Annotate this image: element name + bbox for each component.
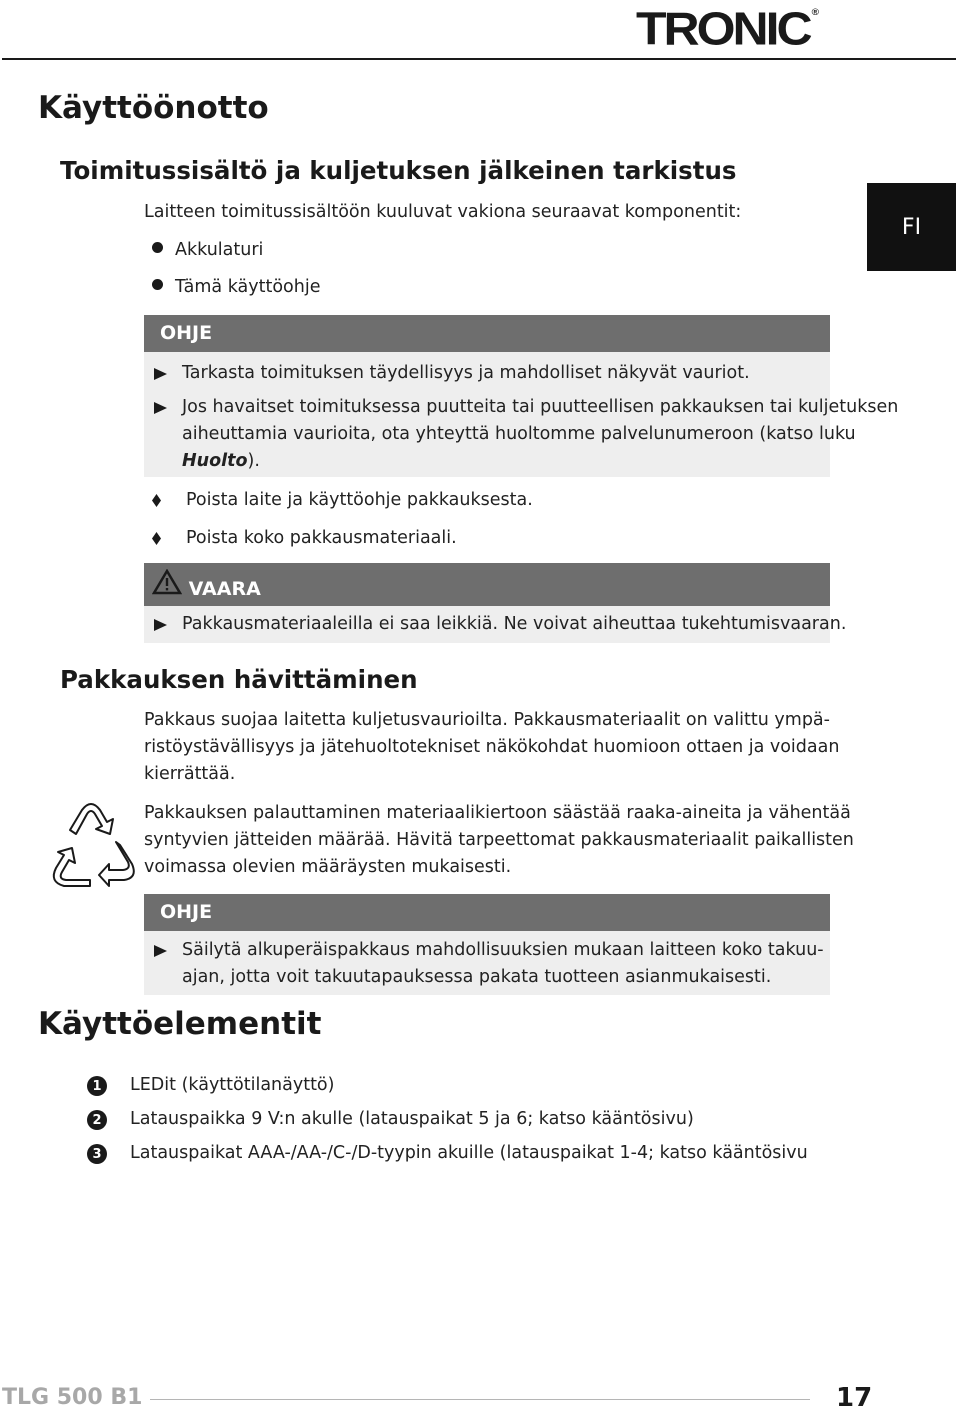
section-title-controls: Käyttöelementit xyxy=(38,1006,322,1042)
bullet-icon xyxy=(152,279,163,290)
number-badge: 3 xyxy=(87,1144,107,1164)
section-title-commissioning: Käyttöönotto xyxy=(38,90,269,126)
warning-box: VAARA Pakkausmateriaaleilla ei saa leikkiä. Ne voivat aiheuttaa tukehtumisvaaran. xyxy=(144,563,830,643)
header-rule xyxy=(2,58,956,60)
disposal-paragraph-2: Pakkauksen palauttaminen materiaalikiertoon säästää raaka-aineita ja vähentää syntyvien jätteiden määrää. Hävitä tarpeettomat pakkausmateriaalit paikallisten voimassa olevien määräysten mukaisesti. xyxy=(144,803,854,877)
diamond-icon xyxy=(152,532,161,545)
section-title-disposal: Pakkauksen hävittäminen xyxy=(60,665,418,694)
bullet-icon xyxy=(152,242,163,253)
arrow-icon xyxy=(154,945,167,957)
number-badge: 2 xyxy=(87,1110,107,1130)
arrow-icon xyxy=(154,368,167,380)
page-number: 17 xyxy=(836,1383,873,1413)
footer-rule xyxy=(150,1399,810,1400)
warning-heading: VAARA xyxy=(144,563,830,606)
note-box: OHJE Säilytä alkuperäispakkaus mahdollisuuksien mukaan laitteen koko takuu- ajan, jotta voit takuutapauksessa pakata tuotteen asianmukaisesti. xyxy=(144,894,830,995)
subsection-title-delivery: Toimitussisältö ja kuljetuksen jälkeinen tarkistus xyxy=(60,156,737,185)
recycling-icon xyxy=(46,800,136,888)
chapter-reference: Huolto xyxy=(182,451,248,471)
note-heading: OHJE xyxy=(144,894,830,931)
list-item: Tämä käyttöohje xyxy=(152,274,320,301)
diamond-icon xyxy=(152,494,161,507)
disposal-paragraph-1: Pakkaus suojaa laitetta kuljetusvaurioilta. Pakkausmateriaalit on valittu ympä- ristöystävällisyys ja jätehuoltotekniset näkökohdat huomioon ottaen ja voidaan kierrättää. xyxy=(144,710,840,784)
arrow-icon xyxy=(154,402,167,414)
brand-logo: TRONIC ® xyxy=(636,2,820,55)
language-tab: FI xyxy=(867,183,956,271)
number-badge: 1 xyxy=(87,1076,107,1096)
warning-triangle-icon xyxy=(152,569,182,595)
footer-model: TLG 500 B1 xyxy=(2,1385,143,1410)
delivery-intro: Laitteen toimitussisältöön kuuluvat vakiona seuraavat komponentit: xyxy=(144,202,742,222)
note-box: OHJE Tarkasta toimituksen täydellisyys ja mahdolliset näkyvät vauriot. Jos havaitset toimituksessa puutteita tai puutteellisen pakkauksen tai kuljetuksen aiheuttamia vaurioita, ota yhteyttä huoltomme palvelunumeroon (katso luku Huolto). xyxy=(144,315,830,477)
note-heading: OHJE xyxy=(144,315,830,352)
controls-list: 1 LEDit (käyttötilanäyttö) 2 Latauspaikka 9 V:n akulle (latauspaikat 5 ja 6; katso kääntösivu) 3 Latauspaikat AAA-/AA-/C-/D-tyypin akuille (latauspaikat 1-4; katso kääntösivu xyxy=(87,1072,847,1172)
list-item: Akkulaturi xyxy=(152,237,263,264)
arrow-icon xyxy=(154,619,167,631)
